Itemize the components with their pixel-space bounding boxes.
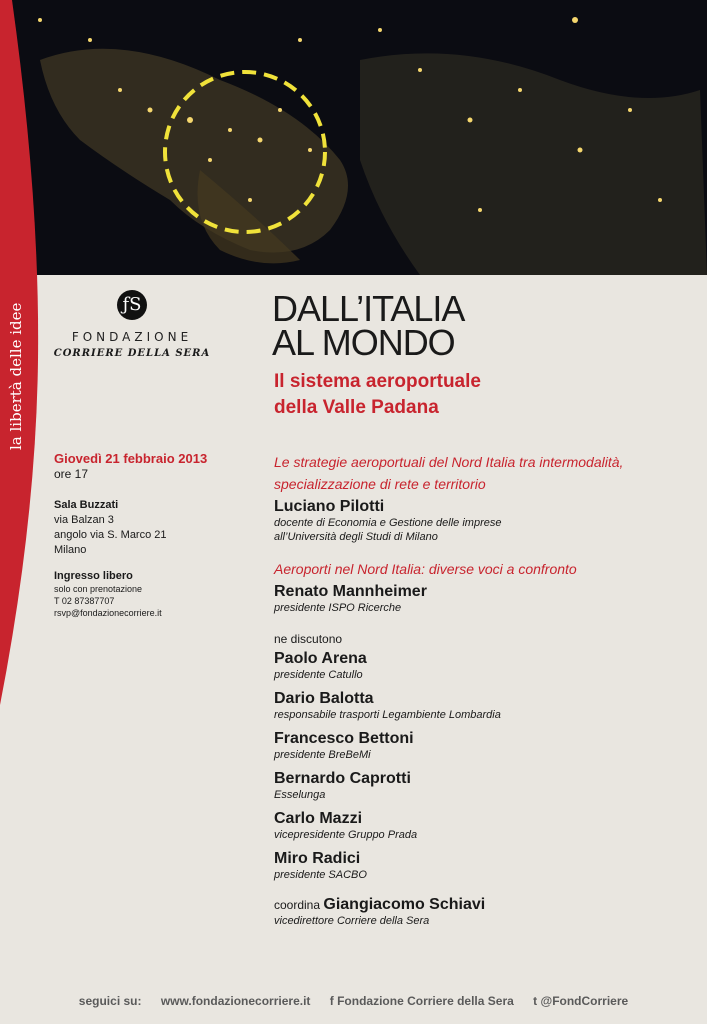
coordinator-name: Giangiacomo Schiavi	[323, 896, 486, 913]
panel-member-role: Esselunga	[274, 789, 326, 801]
phone: T 02 87387707	[54, 596, 115, 606]
hero-satellite-image	[0, 0, 707, 275]
entry-note: solo con prenotazione	[54, 584, 143, 594]
speaker-1-role-2: all’Università degli Studi di Milano	[274, 531, 438, 543]
logo-subtitle: CORRIERE DELLA SERA	[53, 348, 211, 359]
program	[274, 451, 674, 928]
night-map-illustration	[0, 0, 707, 275]
panel-member-role: presidente BreBeMi	[274, 749, 371, 761]
facebook-link[interactable]: f Fondazione Corriere della Sera	[329, 994, 514, 1008]
website-link[interactable]: www.fondazionecorriere.it	[160, 994, 311, 1008]
venue-city: Milano	[54, 544, 87, 556]
panel-list	[274, 650, 674, 882]
logo-mark: ƒS	[117, 290, 147, 320]
panel-member	[274, 810, 674, 842]
panel-member	[274, 730, 674, 762]
panel-member-role: presidente Catullo	[274, 669, 363, 681]
title-line-1: DALL’ITALIA	[272, 288, 465, 329]
discuss-label: ne discutono	[274, 632, 343, 646]
event-details	[54, 451, 254, 619]
speaker-1-role-1: docente di Economia e Gestione delle imprese	[274, 517, 502, 529]
email-link[interactable]: rsvp@fondazionecorriere.it	[54, 608, 162, 618]
coordinator-label: coordina	[274, 898, 321, 912]
twitter-link[interactable]: t @FondCorriere	[533, 994, 629, 1008]
event-time: ore 17	[54, 467, 89, 481]
panel-member	[274, 770, 674, 802]
panel-member-name: Bernardo Caprotti	[274, 770, 411, 787]
panel-member-name: Miro Radici	[274, 850, 361, 867]
follow-label: seguici su:	[78, 994, 142, 1008]
logo-name: FONDAZIONE	[71, 330, 193, 344]
speaker-2-role: presidente ISPO Ricerche	[274, 602, 402, 614]
subtitle-line-2: della Valle Padana	[274, 397, 439, 418]
venue-address-2: angolo via S. Marco 21	[54, 529, 167, 541]
subtitle-line-1: Il sistema aeroportuale	[274, 371, 481, 392]
coordinator-role: vicedirettore Corriere della Sera	[274, 915, 430, 927]
fondazione-logo	[52, 290, 212, 359]
event-subtitle	[274, 369, 481, 421]
panel-member-role: responsabile trasporti Legambiente Lombardia	[274, 709, 501, 721]
tagline-vertical: la libertà delle idee	[7, 302, 25, 450]
event-title	[272, 288, 465, 363]
panel-member-name: Francesco Bettoni	[274, 730, 414, 747]
venue-name: Sala Buzzati	[54, 499, 119, 511]
venue-address-1: via Balzan 3	[54, 514, 114, 526]
panel-member-name: Dario Balotta	[274, 690, 374, 707]
panel-member-role: vicepresidente Gruppo Prada	[274, 829, 418, 841]
print-code-vertical	[688, 850, 702, 990]
entry-info	[54, 570, 254, 619]
venue	[54, 498, 254, 558]
footer-social	[0, 994, 707, 1008]
panel-member	[274, 650, 674, 682]
panel-member-name: Paolo Arena	[274, 650, 367, 667]
panel-member	[274, 690, 674, 722]
speaker-2-name: Renato Mannheimer	[274, 583, 427, 600]
title-line-2: AL MONDO	[272, 322, 455, 363]
panel-member	[274, 850, 674, 882]
panel-member-name: Carlo Mazzi	[274, 810, 363, 827]
event-date: Giovedì 21 febbraio 2013	[54, 451, 208, 466]
coordinator	[274, 896, 674, 928]
topic-2: Aeroporti nel Nord Italia: diverse voci a confronto	[274, 561, 577, 577]
topic-1: Le strategie aeroportuali del Nord Italia tra intermodalità, specializzazione di rete e territorio	[274, 454, 624, 492]
entry-label: Ingresso libero	[54, 570, 133, 582]
speaker-1-name: Luciano Pilotti	[274, 498, 385, 515]
panel-member-role: presidente SACBO	[274, 869, 367, 881]
